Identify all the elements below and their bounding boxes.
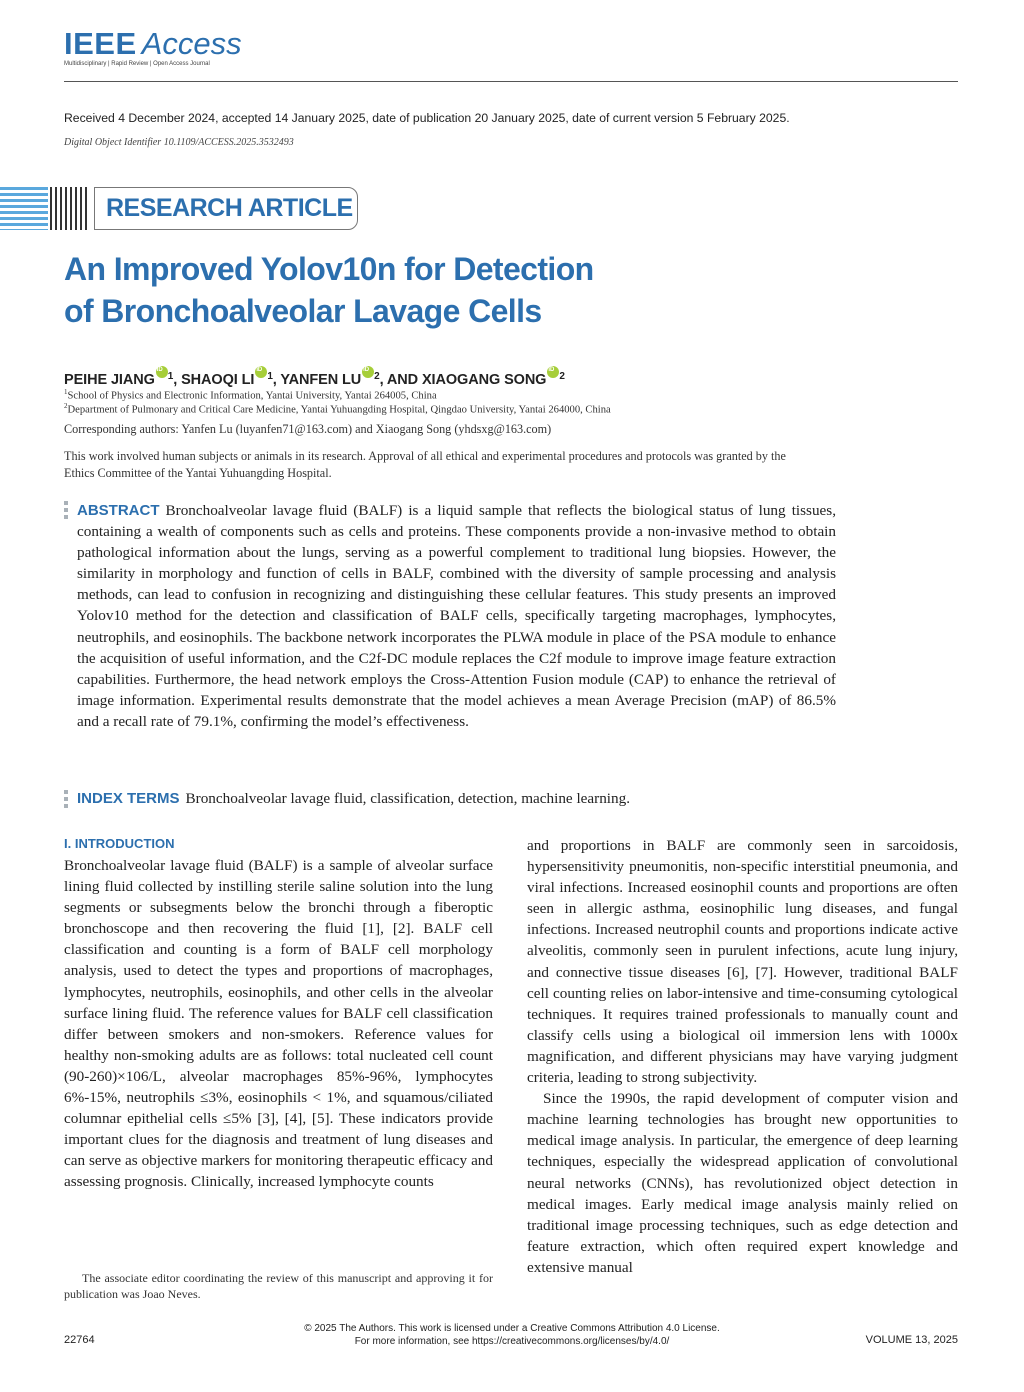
logo-tagline: Multidisciplinary | Rapid Review | Open Access Journal (64, 61, 210, 67)
affiliation-text: Department of Pulmonary and Critical Care Medicine, Yantai Yuhuangding Hospital, Qingdao University, Yantai 264000, China (67, 404, 611, 416)
journal-logo (64, 28, 242, 67)
affiliation-2 (64, 402, 611, 416)
corresponding-authors: Corresponding authors: Yanfen Lu (luyanfen71@163.com) and Xiaogang Song (yhdsxg@163.com) (64, 422, 552, 436)
author-affil-sup: 1 (267, 371, 273, 382)
logo-ieee: IEEE (64, 26, 137, 61)
logo-access: Access (141, 26, 242, 61)
intro-paragraph-2: Since the 1990s, the rapid development of computer vision and machine learning technologies has brought new opportunities to medical image analysis. In particular, the emergence of deep learning techniques, especially the widespread application of convolutional neural networks (CNNs), has revolutionized object detection in medical images. Early medical image analysis mainly relied on traditional image processing techniques, such as edge detection and feature extraction, which often required expert knowledge and extensive manual (527, 1090, 958, 1276)
title-line-1: An Improved Yolov10n for Detection (64, 251, 594, 287)
badge-label: RESEARCH ARTICLE (106, 194, 353, 222)
right-column (527, 835, 958, 1278)
license-line-2[interactable]: For more information, see https://creativecommons.org/licenses/by/4.0/ (354, 1336, 670, 1347)
section-heading-introduction: I. INTRODUCTION (64, 836, 175, 851)
abstract-body (77, 500, 836, 732)
header-divider (64, 81, 958, 82)
affiliation-number: 2 (64, 402, 68, 410)
author-affil-sup: 2 (559, 371, 565, 382)
editor-footnote: The associate editor coordinating the review of this manuscript and approving it for publication was Joao Neves. (64, 1271, 493, 1301)
left-column (64, 835, 493, 1193)
author-affil-sup: 2 (374, 371, 380, 382)
author-name: YANFEN LU (280, 372, 362, 388)
abstract-label: ABSTRACT (77, 502, 160, 519)
ethics-statement: This work involved human subjects or animals in its research. Approval of all ethical and experimental procedures and protocols was granted by the Ethics Committee of the Yantai Yuhuangding Hospital. (64, 449, 786, 480)
index-terms-body (77, 788, 836, 809)
author-separator: , (173, 372, 182, 388)
affiliation-text: School of Physics and Electronic Information, Yantai University, Yantai 264005, China (67, 390, 437, 402)
author-name: XIAOGANG SONG (421, 372, 547, 388)
title-line-2: of Bronchoalveolar Lavage Cells (64, 293, 542, 329)
section-marker-dots (64, 790, 68, 811)
author-name: SHAOQI LI (181, 372, 255, 388)
author-list (64, 366, 565, 388)
author-separator: , (272, 372, 281, 388)
paper-title (64, 248, 594, 332)
logo-wordmark (64, 28, 242, 60)
doi: Digital Object Identifier 10.1109/ACCESS.2025.3532493 (64, 137, 294, 148)
section-marker-dots (64, 501, 68, 522)
author-name: PEIHE JIANG (64, 372, 155, 388)
publication-dates: Received 4 December 2024, accepted 14 January 2025, date of publication 20 January 2025, date of current version 5 February 2025. (64, 111, 790, 125)
affiliation-1 (64, 388, 437, 402)
page-number: 22764 (64, 1334, 95, 1346)
orcid-icon[interactable] (255, 366, 267, 378)
intro-paragraph-1-cont: and proportions in BALF are commonly seen in sarcoidosis, hypersensitivity pneumonitis, non-specific interstitial pneumonia, and viral infections. Increased eosinophil counts and proportions are often seen in allergic asthma, eosinophilic lung diseases, and fungal infections. Increased neutrophil counts and proportions indicate active alveolitis, commonly seen in purulent infections, acute lung injury, and connective tissue diseases [6], [7]. However, traditional BALF cell counting relies on labor-intensive and time-consuming cytological techniques. It requires trained professionals to manually count and classify cells using a biological oil immersion lens with 1000x magnification, and different physicians may have varying judgment criteria, leading to strong subjectivity. (527, 837, 958, 1087)
badge-stripes-decoration (0, 187, 48, 230)
author-affil-sup: 1 (167, 371, 174, 382)
author-separator: , AND (379, 372, 422, 388)
abstract-text: Bronchoalveolar lavage fluid (BALF) is a liquid sample that reflects the biological status of lung tissues, containing a wealth of components such as cells and proteins. These components provide a non-invasive method to obtain pathological information about the lungs, serving as a powerful complement to traditional lung biopsies. However, the similarity in morphology and function of cells in BALF, combined with the diversity of sample processing and analysis methods, can lead to confusion in recognizing and distinguishing these cellular features. This study presents an improved Yolov10 method for the detection and classification of BALF cells, specifically targeting macrophages, lymphocytes, neutrophils, and eosinophils. The backbone network incorporates the PLWA module in place of the PSA module to enhance the acquisition of useful information, and the C2f-DC module replaces the C2f module to improve image feature extraction capabilities. Furthermore, the head network employs the Cross-Attention Fusion module (CAP) to enhance the retrieval of image information. Experimental results demonstrate that the model achieves a mean Average Precision (mAP) of 86.5% and a recall rate of 79.1%, confirming the model’s effectiveness. (77, 502, 836, 730)
badge-bars-decoration (50, 187, 90, 230)
orcid-icon[interactable] (547, 366, 559, 378)
index-terms-label: INDEX TERMS (77, 790, 180, 807)
index-terms-text: Bronchoalveolar lavage fluid, classification, detection, machine learning. (185, 790, 631, 807)
volume-info: VOLUME 13, 2025 (865, 1334, 958, 1346)
intro-paragraph-1: Bronchoalveolar lavage fluid (BALF) is a sample of alveolar surface lining fluid collected by instilling sterile saline solution into the lung segments or subsegments below the bronchi through a fiberoptic bronchoscope and then recovering the fluid [1], [2]. BALF cell classification and counting is a form of BALF cell morphology analysis, used to detect the types and proportions of macrophages, lymphocytes, neutrophils, eosinophils, and other cells in the alveolar surface lining fluid. The reference values for BALF cell classification differ between smokers and non-smokers. Reference values for healthy non-smoking adults are as follows: total nucleated cell count (90-260)×106/L, alveolar macrophages 85%-96%, lymphocytes 6%-15%, neutrophils ≤3%, eosinophils < 1%, and squamous/ciliated columnar epithelial cells ≤5% [3], [4], [5]. These indicators provide important clues for the diagnosis and treatment of lung diseases and can serve as objective markers for monitoring therapeutic efficacy and assessing prognosis. Clinically, increased lymphocyte counts (64, 857, 493, 1191)
license-line-1: © 2025 The Authors. This work is licensed under a Creative Commons Attribution 4.0 License. (304, 1323, 720, 1334)
orcid-icon[interactable] (156, 366, 168, 378)
affiliation-number: 1 (64, 388, 68, 396)
orcid-icon[interactable] (362, 366, 374, 378)
